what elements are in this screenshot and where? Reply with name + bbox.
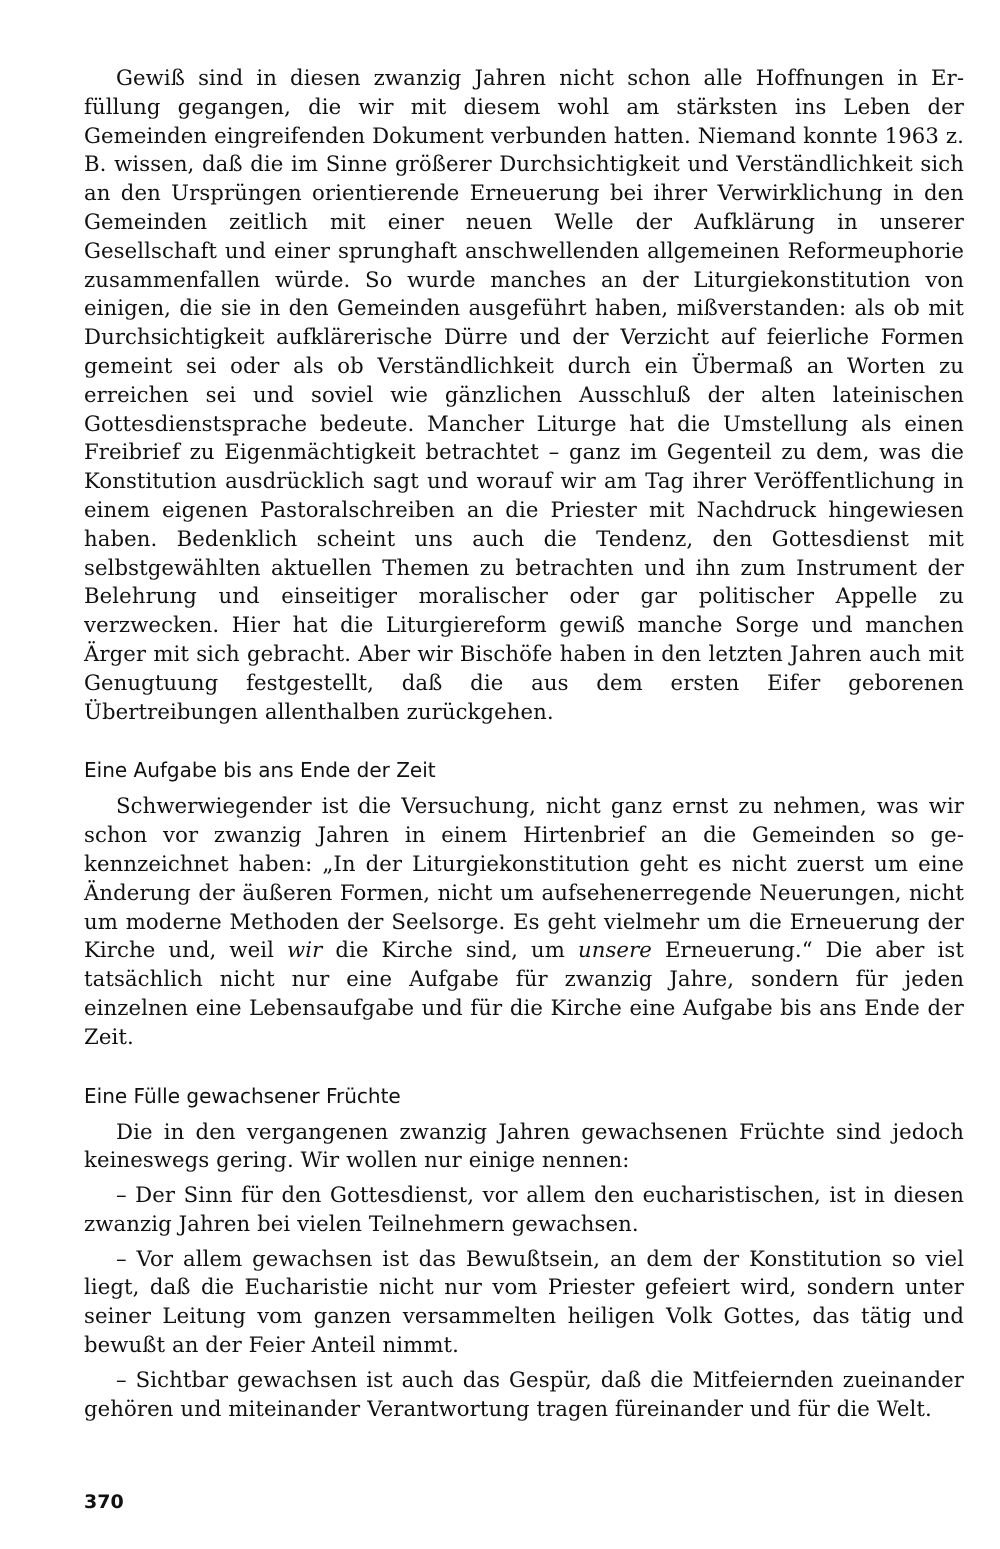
paragraph-versuchung-text-2: die Kirche sind, um	[322, 937, 578, 963]
section-heading-aufgabe: Eine Aufgabe bis ans Ende der Zeit	[84, 758, 436, 783]
paragraph-versuchung-text-3: Erneuerung.“ Die aber ist tatsächlich nicht nur eine Aufgabe für zwanzig Jahre, sondern für jeden einzelnen eine Lebensaufgabe und für die Kirche eine Aufgabe bis ans Ende der Zeit.	[84, 937, 964, 1049]
paragraph-versuchung	[84, 792, 964, 1051]
document-page	[84, 64, 964, 1423]
paragraph-hoffnungen: Gewiß sind in diesen zwanzig Jahren nicht schon alle Hoffnungen in Erfüllung gegangen, die wir mit diesem wohl am stärksten ins Leben der Gemeinden eingreifenden Dokument verbunden hatten. Niemand konnte 1963 z. B. wissen, daß die im Sinne größerer Durchsichtigkeit und Verständlichkeit sich an den Ursprüngen orientierende Erneuerung bei ihrer Verwirklichung in den Gemeinden zeitlich mit einer neuen Welle der Aufklärung in unserer Gesellschaft und einer sprunghaft anschwellenden allgemeinen Reformeuphorie zusammenfallen würde. So wurde manches an der Liturgiekonstitution von einigen, die sie in den Gemeinden ausgeführt haben, mißverstanden: als ob mit Durchsichtigkeit aufklärerische Dürre und der Verzicht auf feierliche Formen gemeint sei oder als ob Verständlichkeit durch ein Übermaß an Worten zu erreichen sei und soviel wie gänzlichen Ausschluß der alten lateinischen Gottesdienstsprache bedeute. Mancher Liturge hat die Umstellung als einen Freibrief zu Eigenmächtigkeit betrachtet – ganz im Gegenteil zu dem, was die Konstitution ausdrücklich sagt und worauf wir am Tag ihrer Veröffentlichung in einem eigenen Pastoralschreiben an die Priester mit Nachdruck hingewiesen haben. Bedenklich scheint uns auch die Tendenz, den Gottesdienst mit selbstgewählten aktuellen Themen zu betrachten und ihn zum Instrument der Belehrung und einseitiger moralischer oder gar politischer Appelle zu verzwecken. Hier hat die Liturgiereform gewiß manche Sorge und manchen Ärger mit sich gebracht. Aber wir Bischöfe haben in den letzten Jahren auch mit Genugtuung festgestellt, daß die aus dem ersten Eifer geborenen Übertreibungen allenthalben zurückgehen.	[84, 65, 964, 724]
emphasis-wir: wir	[287, 937, 323, 963]
page-number: 370	[84, 1491, 124, 1513]
emphasis-unsere: unsere	[577, 937, 652, 963]
section-heading-fruechte: Eine Fülle gewachsener Früchte	[84, 1083, 401, 1108]
list-item-gespuer: – Sichtbar gewachsen ist auch das Gespür, daß die Mitfeiernden zueinander gehören und miteinander Verantwortung tragen füreinander und für die Welt.	[84, 1366, 964, 1421]
paragraph-fruechte-intro: Die in den vergangenen zwanzig Jahren gewachsenen Früchte sind jedoch keineswegs gering. Wir wollen nur einige nennen:	[84, 1118, 964, 1173]
list-item-sinn: – Der Sinn für den Gottesdienst, vor allem den eucharistischen, ist in diesen zwanzig Jahren bei vielen Teilnehmern gewachsen.	[84, 1182, 964, 1236]
list-item-bewusstsein: – Vor allem gewachsen ist das Bewußtsein, an dem der Konstitution so viel liegt, daß die Eucharistie nicht nur vom Priester gefeiert wird, sondern unter seiner Leitung vom ganzen versammelten heiligen Volk Gottes, das tätig und bewußt an der Feier Anteil nimmt.	[84, 1245, 964, 1358]
paragraph-versuchung-text-1: Schwerwiegender ist die Versuchung, nicht ganz ernst zu nehmen, was wir schon vor zwanzig Jahren in einem Hirtenbrief an die Gemeinden so gekennzeichnet haben: „In der Liturgiekonstitution geht es nicht zuerst um eine Änderung der äußeren Formen, nicht um aufsehenerregende Neuerungen, nicht um moderne Methoden der Seelsorge. Es geht vielmehr um die Erneuerung der Kirche und, weil	[84, 793, 964, 963]
